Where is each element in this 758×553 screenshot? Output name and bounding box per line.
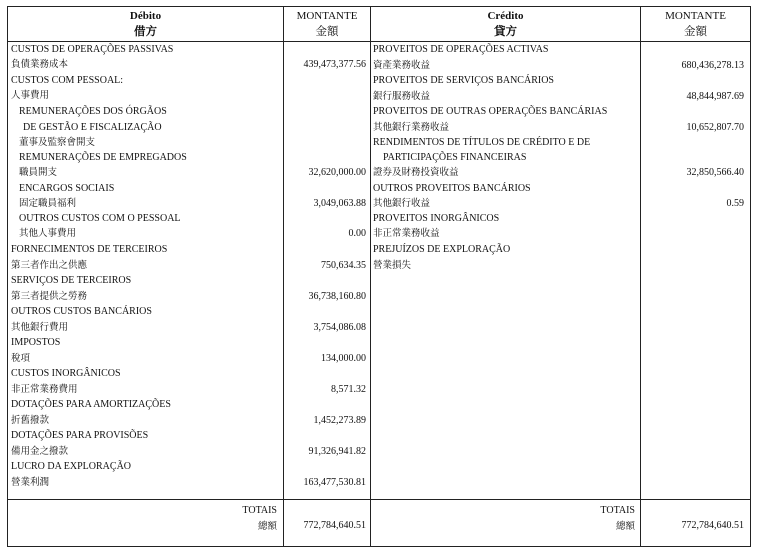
- debit-row-label: ENCARGOS SOCIAIS: [19, 183, 115, 194]
- credit-row-label: PROVEITOS DE OPERAÇÕES ACTIVAS: [373, 44, 549, 55]
- debit-amount: 750,634.35: [321, 260, 366, 271]
- debit-row-label: 職員開支: [19, 167, 58, 178]
- debit-amount: 36,738,160.80: [308, 291, 366, 302]
- debit-header: [8, 9, 283, 43]
- amount-title: MONTANTE: [665, 10, 726, 22]
- credit-row-label: 其他銀行業務收益: [373, 122, 450, 133]
- debit-row-label: CUSTOS DE OPERAÇÕES PASSIVAS: [11, 44, 174, 55]
- debit-row-label: 非正常業務費用: [11, 384, 78, 395]
- debit-row-label: 稅項: [11, 353, 31, 364]
- debit-row-label: SERVIÇOS DE TERCEIROS: [11, 275, 132, 286]
- debit-row-label: 其他銀行費用: [11, 322, 69, 333]
- debit-row-label: FORNECIMENTOS DE TERCEIROS: [11, 244, 168, 255]
- debit-row-label: CUSTOS COM PESSOAL:: [11, 75, 124, 86]
- credit-row-label: 證券及財務投資收益: [373, 167, 459, 178]
- credit-row-label: PROVEITOS DE SERVIÇOS BANCÁRIOS: [373, 75, 554, 86]
- amount-title-zh: 金額: [684, 24, 707, 38]
- totals-label: TOTAIS: [600, 505, 635, 516]
- debit-amount-header: [284, 9, 370, 43]
- totals-label-zh: 總額: [615, 521, 635, 532]
- totals-divider: [8, 499, 750, 500]
- amount-title: MONTANTE: [296, 10, 358, 22]
- credit-row-label: PROVEITOS INORGÂNICOS: [373, 213, 500, 224]
- credit-amount-header: [641, 9, 750, 43]
- debit-row-label: 固定職員福利: [19, 198, 77, 209]
- credit-amount: 32,850,566.40: [686, 167, 744, 178]
- totals-label-zh: 總額: [257, 521, 277, 532]
- amount-title-zh: 金額: [315, 24, 339, 38]
- credit-title-zh: 貸方: [494, 24, 517, 38]
- credit-row-label: 其他銀行收益: [373, 198, 431, 209]
- debit-row-label: REMUNERAÇÕES DOS ÓRGÃOS: [19, 106, 167, 117]
- debit-amount: 91,326,941.82: [308, 446, 366, 457]
- column-divider: [370, 7, 371, 546]
- credit-amount: 48,844,987.69: [686, 91, 744, 102]
- credit-row-label: PARTICIPAÇÕES FINANCEIRAS: [383, 152, 527, 163]
- debit-amount: 8,571.32: [331, 384, 366, 395]
- credit-amount: 680,436,278.13: [681, 60, 744, 71]
- debit-amount: 163,477,530.81: [303, 477, 366, 488]
- debit-row-label: DE GESTÃO E FISCALIZAÇÃO: [23, 122, 162, 133]
- debit-amount: 1,452,273.89: [313, 415, 366, 426]
- debit-row-label: IMPOSTOS: [11, 337, 61, 348]
- credit-title: Crédito: [487, 10, 524, 22]
- credit-row-label: 非正常業務收益: [373, 228, 440, 239]
- totals-label: TOTAIS: [242, 505, 277, 516]
- debit-row-label: DOTAÇÕES PARA PROVISÕES: [11, 430, 149, 441]
- debit-title: Débito: [129, 10, 162, 22]
- credit-header: [371, 9, 640, 43]
- column-divider: [640, 7, 641, 546]
- debit-amount: 32,620,000.00: [308, 167, 366, 178]
- credit-amount: 0.59: [726, 198, 744, 209]
- debit-row-label: LUCRO DA EXPLORAÇÃO: [11, 461, 132, 472]
- credit-row-label: 資產業務收益: [373, 60, 431, 71]
- debit-row-label: DOTAÇÕES PARA AMORTIZAÇÕES: [11, 399, 171, 410]
- credit-row-label: OUTROS PROVEITOS BANCÁRIOS: [373, 183, 531, 194]
- debit-row-label: 備用金之撥款: [11, 446, 69, 457]
- debit-row-label: 折舊撥款: [11, 415, 50, 426]
- debit-total-amount: 772,784,640.51: [303, 520, 366, 531]
- debit-row-label: 人事費用: [11, 90, 50, 101]
- debit-row-label: CUSTOS INORGÂNICOS: [11, 368, 121, 379]
- debit-row-label: 董事及監察會開支: [19, 137, 96, 148]
- debit-amount: 3,754,086.08: [313, 322, 366, 333]
- column-divider: [283, 7, 284, 546]
- credit-row-label: 營業損失: [373, 260, 412, 271]
- credit-row-label: 銀行服務收益: [373, 91, 431, 102]
- debit-row-label: REMUNERAÇÕES DE EMPREGADOS: [19, 152, 187, 163]
- credit-total-amount: 772,784,640.51: [681, 520, 744, 531]
- debit-row-label: 第三者提供之勞務: [11, 291, 88, 302]
- debit-amount: 439,473,377.56: [303, 59, 366, 70]
- profit-and-loss-table: [7, 6, 751, 547]
- credit-totals-label: [548, 503, 635, 535]
- debit-amount: 0.00: [348, 228, 366, 239]
- credit-amount: 10,652,807.70: [686, 122, 744, 133]
- debit-row-label: 營業利潤: [11, 477, 50, 488]
- debit-amount: 134,000.00: [321, 353, 366, 364]
- credit-row-label: PREJUÍZOS DE EXPLORAÇÃO: [373, 244, 511, 255]
- debit-amount: 3,049,063.88: [313, 198, 366, 209]
- debit-row-label: 第三者作出之供應: [11, 260, 88, 271]
- debit-row-label: OUTROS CUSTOS COM O PESSOAL: [19, 213, 181, 224]
- debit-row-label: OUTROS CUSTOS BANCÁRIOS: [11, 306, 152, 317]
- debit-title-zh: 借方: [134, 24, 157, 38]
- credit-row-label: RENDIMENTOS DE TÍTULOS DE CRÉDITO E DE: [373, 137, 591, 148]
- debit-row-label: 負債業務成本: [11, 59, 69, 70]
- debit-totals-label: [188, 503, 277, 535]
- credit-row-label: PROVEITOS DE OUTRAS OPERAÇÕES BANCÁRIAS: [373, 106, 608, 117]
- debit-row-label: 其他人事費用: [19, 228, 77, 239]
